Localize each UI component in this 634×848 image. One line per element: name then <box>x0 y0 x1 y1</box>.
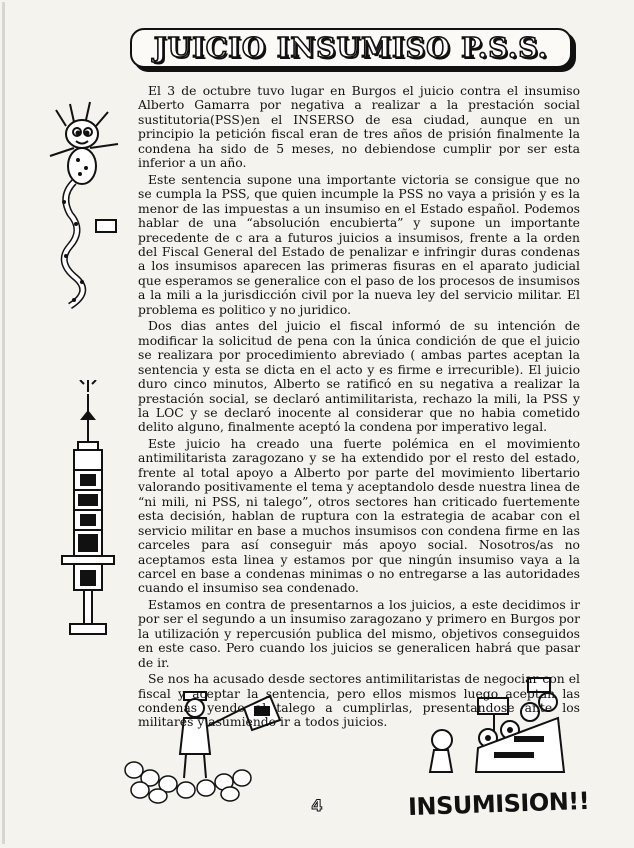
page-title: JUICIO INSUMISO P.S.S. <box>153 32 549 64</box>
slogan-text: INSUMISION!! <box>407 786 590 822</box>
article-paragraph: El 3 de octubre tuvo lugar en Burgos el juicio contra el insumiso Alberto Gamarra por negativa a realizar a la prestación social sustitutoria(PSS)en el INSERSO de esa ciudad, aunque en un principio la petición fiscal eran de tres años de prisión finalmente la condena ha sido de 5 meses, no debiendose cumplir por ser esta inferior a un año. <box>138 84 580 171</box>
article-paragraph: Se nos ha acusado desde sectores antimilitaristas de negociar con el fiscal y aceptar la sentencia, pero ellos mismos luego aceptan las condenas yendo al talego a cumplirlas, presentandose ante los militares y asumiendo ir a todos juicios. <box>138 672 580 730</box>
article-paragraph: Dos dias antes del juicio el fiscal informó de su intención de modificar la solicitud de pena con la única condición de que el juicio se realizara por procedimiento abreviado ( ambas partes aceptan la sentencia y esta se dicta en el acto y es firme e irrecurible). El juicio duro cinco minutos, Alberto se ratificó en su negativa a realizar la prestación social, se declaró antimilitarista, rechazo la mili, la PSS y la LOC y se declaró inocente al considerar que no habia cometido delito alguno, finalmente aceptó la condena por imperativo legal. <box>138 319 580 435</box>
article-paragraph: Este juicio ha creado una fuerte polémica en el movimiento antimilitarista zaragozano y se ha extendido por el resto del estado, frente al total apoyo a Alberto por parte del movimiento libertario valorando positivamente el tema y aceptandolo desde nuestra linea de “ni mili, ni PSS, ni talego”, otros sectores han criticado fuertemente esta decisión, hablan de ruptura con la estrategia de acabar con el servicio militar en base a muchos insumisos con condena firme en las carceles para así conseguir más apoyo social. Nosotros/as no aceptamos esta linea y estamos por que ningún insumiso vaya a la carcel en base a condenas minimas o no entregarse a las autoridades cuando el insumiso sea condenado. <box>138 436 580 596</box>
article-body <box>138 84 580 730</box>
article-paragraph: Estamos en contra de presentarnos a los juicios, a este decidimos ir por ser el segundo a un insumiso zaragozano y primero en Burgos por la utilización y repercusión publica del mismo, objetivos conseguidos en este caso. Pero cuando los juicios se generalicen habrá que pasar de ir. <box>138 597 580 670</box>
title-banner <box>130 28 572 68</box>
cartoon-creature-illustration <box>40 96 130 314</box>
page-number: 4 <box>311 796 323 815</box>
article-paragraph: Este sentencia supone una importante victoria se consigue que no se cumpla la PSS, que quien incumple la PSS no vaya a prisión y es la menor de las impuestas a un insumiso en el Estado español. Podemos hablar de una “absolución encubierta” y supone un importante precedente de c ara a futuros juicios a insumisos, frente a la orden del Fiscal General del Estado de penalizar e infringir duras condenas a los insumisos aparecen las primeras fisuras en el aparato judicial que esperamos se generalice con el paso de los procesos de insumisos a la mili a la jurisdicción civil por la nueva ley del servicio militar. El problema es politico y no juridico. <box>138 172 580 317</box>
syringe-illustration <box>54 380 124 652</box>
